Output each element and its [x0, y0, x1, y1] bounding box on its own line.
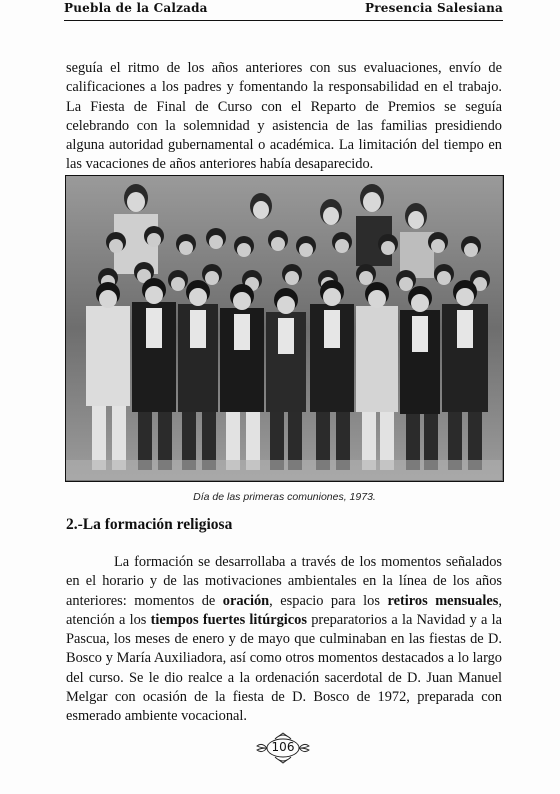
page-number: 106: [271, 740, 295, 754]
page-number-ornament: [255, 731, 311, 765]
paragraph-text: La formación se desarrollaba a través de los momentos señalados en el horario y de las motivaciones ambientales en la línea de los años anteriores: momentos de: [66, 554, 502, 609]
emphasis-retiros: retiros mensuales: [387, 592, 499, 609]
paragraph-text: preparatorios a la Navidad y a la Pascua, los meses de enero y de mayo que culminaban en las fiestas de D. Bosco y María Auxiliadora, así como otros momentos destacados a lo largo del curso. Se le dio realce a la ordenación sacerdotal de D. Juan Manuel Melgar con ocasión de la fiesta de D. Bosco de 1972, preparada con esmerado ambiente vocacional.: [66, 611, 502, 725]
header-section-title: Presencia Salesiana: [365, 1, 503, 15]
emphasis-oracion: oración: [222, 592, 270, 609]
paragraph-text: , espacio para los: [269, 592, 388, 609]
first-communion-photo: [65, 175, 504, 482]
header-book-title: Puebla de la Calzada: [64, 1, 208, 15]
running-header: [64, 0, 503, 20]
emphasis-tiempos: tiempos fuertes litúrgicos: [150, 611, 307, 628]
header-rule: [64, 20, 503, 21]
section-heading: 2.-La formación religiosa: [66, 516, 233, 533]
paragraph-continuation: seguía el ritmo de los años anteriores con sus evaluaciones, envío de calificaciones a los padres y fomentando la responsabilidad en el trabajo. La Fiesta de Final de Curso con el Reparto de Premios se seguía celebrando con la solemnidad y asistencia de las familias presidiendo alguna autoridad gubernamental o académica. La limitación del tiempo en las vacaciones de años anteriores había desaparecido.: [66, 60, 502, 173]
photo-caption: Día de las primeras comuniones, 1973.: [193, 491, 376, 503]
paragraph-text: , atención a los: [66, 592, 502, 628]
paragraph-religious-formation: [66, 553, 502, 727]
